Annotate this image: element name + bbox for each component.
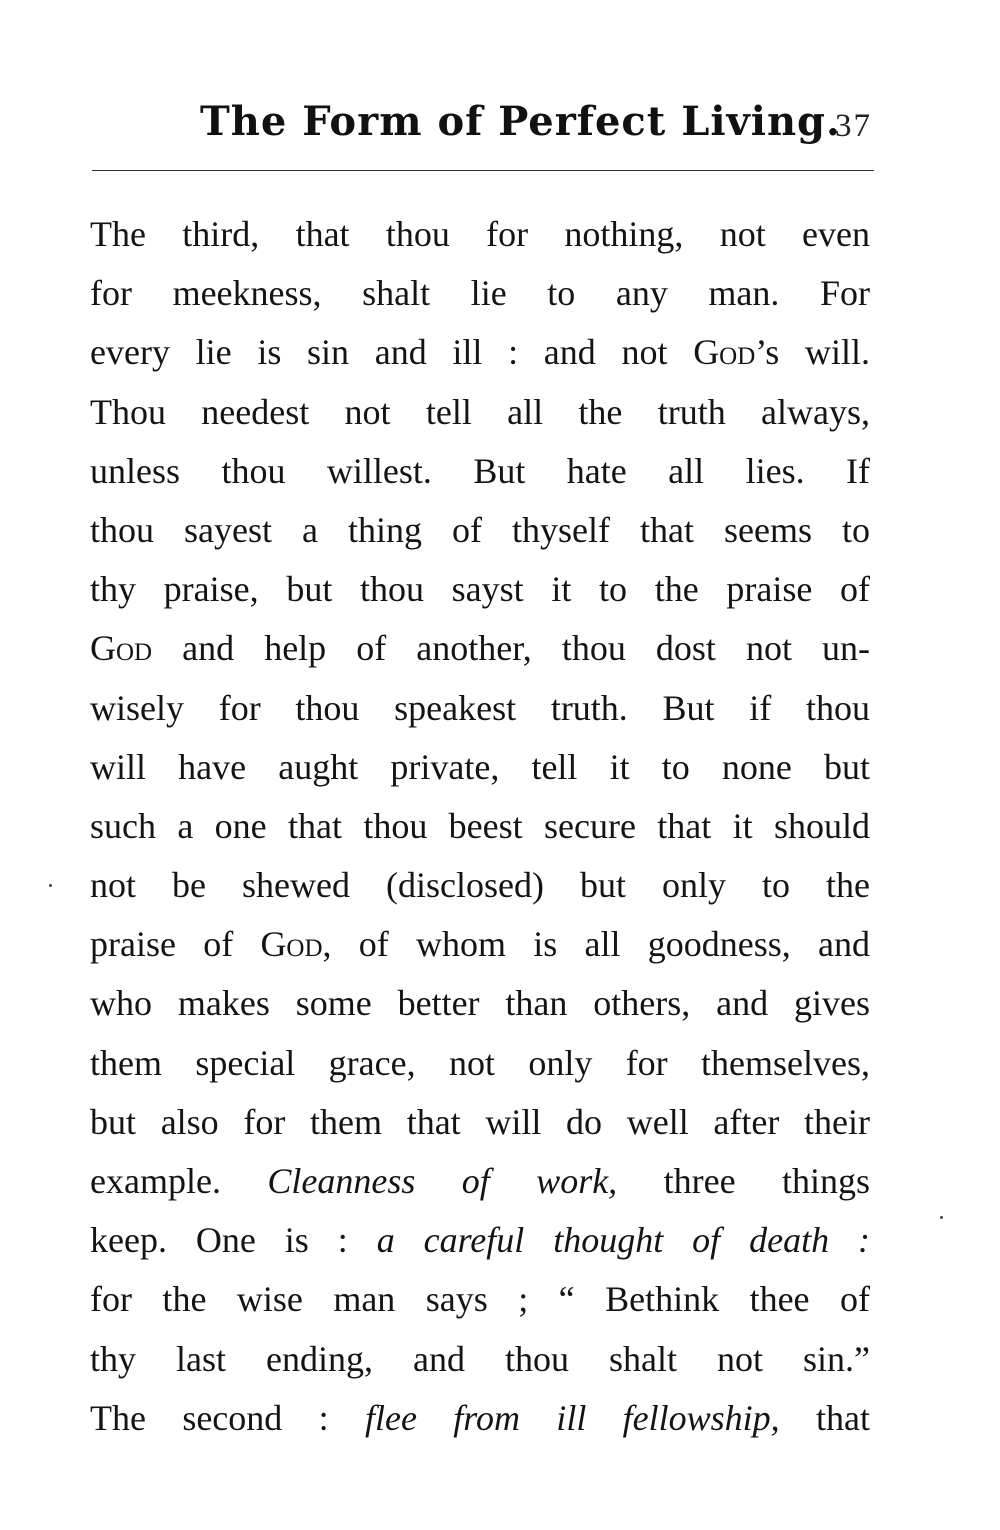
small-caps-word: God (260, 924, 323, 965)
text-line (90, 323, 870, 382)
text-segment: and help of another, thou dost not un- (152, 628, 870, 669)
text-line (90, 501, 870, 560)
text-line (90, 679, 870, 738)
text-line (90, 1152, 870, 1211)
small-caps-word: God (693, 332, 756, 373)
text-line (90, 915, 870, 974)
text-segment: example. (90, 1161, 268, 1201)
text-line (90, 264, 870, 323)
text-line (90, 1330, 870, 1389)
italic-phrase: Cleanness of work, (267, 1161, 618, 1201)
text-segment: The third, that thou for nothing, not even (90, 214, 870, 254)
text-segment: Thou needest not tell all the truth always, (90, 391, 870, 432)
text-segment: keep. One is : (90, 1220, 377, 1261)
chapter-title: The Form of Perfect Living. (200, 98, 841, 145)
text-line (90, 205, 870, 264)
text-line (90, 856, 870, 915)
header-rule (92, 170, 874, 171)
text-segment: thy praise, but thou sayst it to the praise of (90, 569, 870, 610)
text-segment: The second : (90, 1397, 365, 1438)
text-segment: every lie is sin and ill : and not (90, 332, 694, 373)
text-segment: three things (617, 1161, 870, 1201)
text-segment: wisely for thou speakest truth. But if thou (90, 687, 870, 728)
italic-phrase: a careful thought of death : (376, 1220, 870, 1261)
text-segment: , of whom is all goodness, and (322, 924, 870, 965)
text-segment: ’s will. (755, 332, 870, 373)
text-segment: thou sayest a thing of thyself that seems to (90, 509, 870, 550)
text-segment: but also for them that will do well after their (90, 1101, 870, 1142)
text-segment: unless thou willest. But hate all lies. If (90, 450, 870, 491)
text-segment: for meekness, shalt lie to any man. For (90, 273, 870, 314)
body-text (90, 205, 870, 1448)
text-line (90, 974, 870, 1033)
text-segment: not be shewed (disclosed) but only to the (90, 865, 870, 906)
text-segment: that (779, 1397, 870, 1438)
running-head (92, 92, 874, 162)
text-line (90, 1093, 870, 1152)
text-segment: for the wise man says ; “ Bethink thee of (90, 1279, 870, 1320)
print-speck (940, 1216, 943, 1219)
text-line (90, 560, 870, 619)
text-line (90, 1034, 870, 1093)
text-line (90, 797, 870, 856)
italic-phrase: flee from ill fellowship, (364, 1397, 780, 1438)
text-line (90, 383, 870, 442)
page-number: 37 (835, 108, 872, 144)
text-line (90, 442, 870, 501)
text-line (90, 1211, 870, 1270)
text-line (90, 1389, 870, 1448)
text-segment: thy last ending, and thou shalt not sin.” (90, 1338, 870, 1379)
print-speck (49, 884, 52, 887)
text-segment: them special grace, not only for themselves, (90, 1042, 870, 1083)
text-segment: will have aught private, tell it to none but (90, 746, 870, 787)
text-line (90, 1270, 870, 1329)
text-segment: who makes some better than others, and gives (90, 983, 870, 1024)
text-line (90, 619, 870, 678)
text-segment: such a one that thou beest secure that it should (90, 805, 870, 846)
text-line (90, 738, 870, 797)
small-caps-word: God (90, 628, 153, 669)
text-segment: praise of (90, 924, 261, 965)
